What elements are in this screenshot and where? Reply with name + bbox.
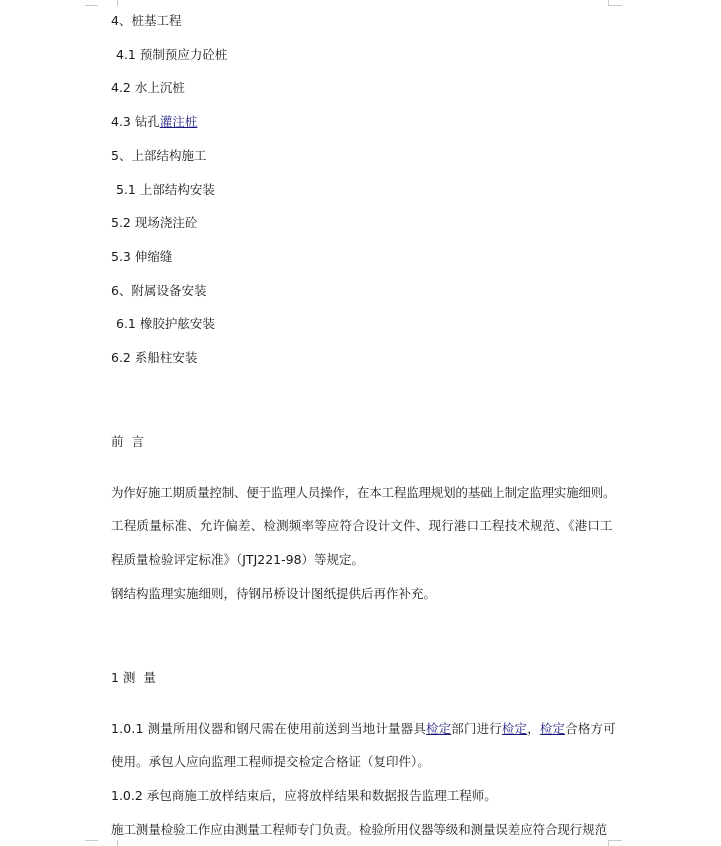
page-corner-mark — [97, 840, 118, 846]
text-run: 合格方可 — [565, 721, 616, 736]
toc-item: 5.3 伸缩缝 — [111, 249, 173, 264]
toc-item: 5.1 上部结构安装 — [116, 182, 215, 197]
preface-paragraph: 程质量检验评定标准》（JTJ221-98）等规定。 — [111, 552, 365, 567]
toc-item: 4.1 预制预应力砼桩 — [116, 47, 228, 62]
section-paragraph: 使用。承包人应向监理工程师提交检定合格证（复印件）。 — [111, 754, 430, 769]
toc-item-prefix: 4.3 钻孔 — [111, 114, 160, 129]
page-corner-mark — [85, 840, 98, 841]
toc-item — [111, 113, 197, 131]
section-paragraph: 施工测量检验工作应由测量工程师专门负责。检验所用仪器等级和测量误差应符合现行规范 — [111, 822, 608, 837]
preface-paragraph: 为作好施工期质量控制、便于监理人员操作，在本工程监理规划的基础上制定监理实施细则。 — [111, 485, 616, 500]
text-run: 1.0.1 测量所用仪器和钢尺需在使用前送到当地计量器具 — [111, 721, 426, 736]
toc-item: 5、上部结构施工 — [111, 148, 207, 163]
preface-paragraph: 钢结构监理实施细则，待钢吊桥设计图纸提供后再作补充。 — [111, 586, 437, 601]
toc-item: 6.1 橡胶护舷安装 — [116, 316, 215, 331]
preface-heading: 前 言 — [111, 434, 144, 449]
page-corner-mark — [608, 5, 622, 6]
page-corner-mark — [608, 840, 622, 841]
section-paragraph — [111, 720, 616, 738]
toc-item-link[interactable]: 灌注桩 — [159, 114, 198, 129]
page-corner-mark — [85, 5, 98, 6]
text-run: 部门进行 — [451, 721, 502, 736]
toc-item: 4、桩基工程 — [111, 13, 182, 28]
toc-item: 5.2 现场浇注砼 — [111, 215, 198, 230]
term-link[interactable]: 检定 — [539, 721, 566, 736]
toc-item: 6、附属设备安装 — [111, 283, 207, 298]
section-paragraph: 1.0.2 承包商施工放样结束后，应将放样结果和数据报告监理工程师。 — [111, 788, 497, 803]
toc-item: 6.2 系船柱安装 — [111, 350, 198, 365]
term-link[interactable]: 检定 — [501, 721, 528, 736]
toc-item: 4.2 水上沉桩 — [111, 80, 185, 95]
text-run: ， — [527, 721, 540, 736]
page-corner-mark — [97, 0, 118, 6]
preface-paragraph: 工程质量标准、允许偏差、检测频率等应符合设计文件、现行港口工程技术规范、《港口工 — [111, 518, 613, 533]
term-link[interactable]: 检定 — [425, 721, 452, 736]
section-heading: 1 测 量 — [111, 670, 156, 685]
